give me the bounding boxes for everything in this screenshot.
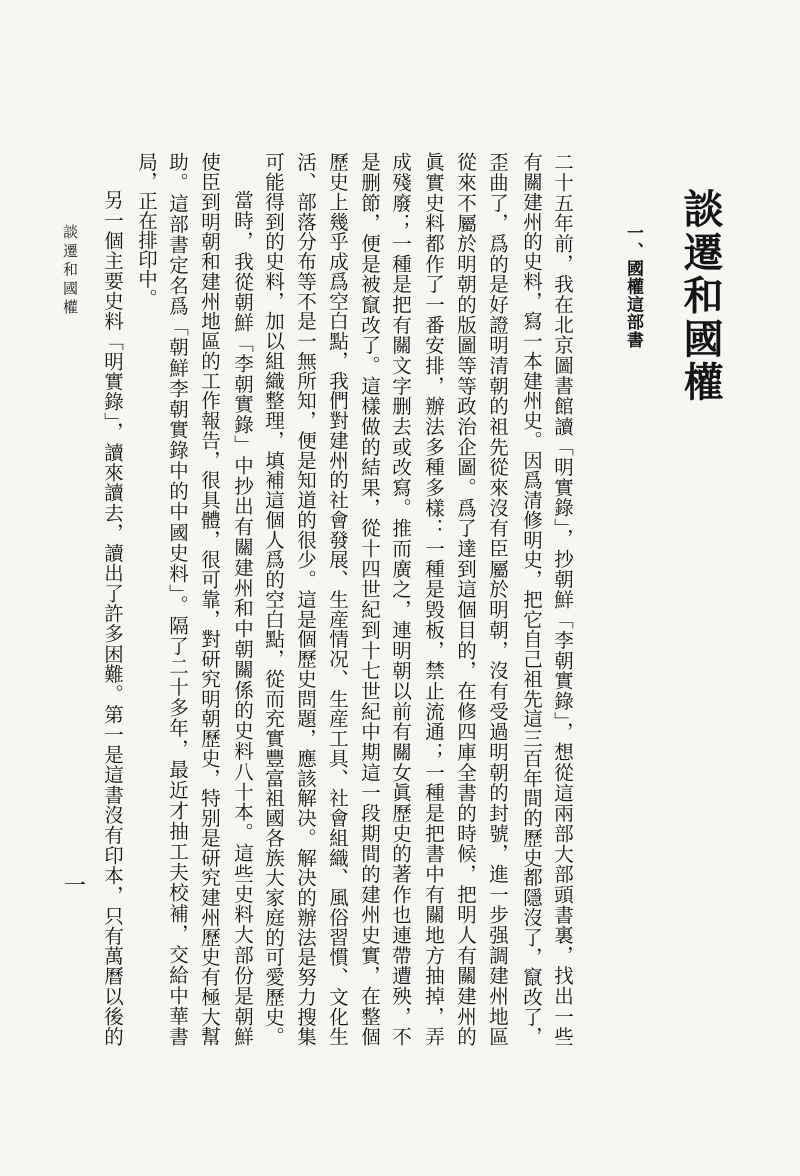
chapter-title: 談遷和國權 [677, 188, 724, 403]
text-column: 使臣到明朝和建州地區的工作報告，很具體，很可靠，對研究明朝歷史，特别是研究建州歷史有極大幫 [198, 152, 221, 1046]
text-column: 活、部落分布等不是一無所知，便是知道的很少。這是個歷史問題，應該解决。解决的辦法是努力搜集 [294, 152, 317, 1046]
text-column: 歷史上幾乎成爲空白點，我們對建州的社會發展、生産情况、生産工具、社會組織、風俗習慣、文化生 [326, 152, 349, 1046]
running-header: 談遷和國權 [61, 224, 79, 314]
text-column: 有關建州的史料，寫一本建州史。因爲清修明史，把它自己祖先這三百年間的歷史都隱沒了，竄改了， [520, 152, 543, 1046]
text-column: 局，正在排印中。 [135, 152, 158, 308]
section-heading: 一、國權這部書 [623, 224, 643, 348]
text-column: 成殘廢；一種是把有關文字删去或改寫。推而廣之，連明朝以前有關女眞歷史的著作也連帶遭殃，不 [389, 152, 412, 1046]
text-column: 當時，我從朝鮮「李朝實錄」中抄出有關建州和中朝關係的史料八十本。這些史料大部份是朝鮮 [231, 190, 254, 1046]
text-column: 歪曲了，爲的是好證明清朝的祖先從來沒有臣屬於明朝，沒有受過明朝的封號，進一步强調建州地區 [486, 152, 509, 1046]
text-column: 助。這部書定名爲「朝鮮李朝實錄中的中國史料」。隔了二十多年，最近才抽工夫校補，交給中華書 [166, 152, 189, 1046]
text-column: 眞實史料都作了一番安排，辦法多種多樣：一種是毁板，禁止流通；一種是把書中有關地方抽掉，弄 [422, 152, 445, 1046]
text-column: 是删節，便是被竄改了。這樣做的結果，從十四世紀到十七世紀中期這一段期間的建州史實，在整個 [358, 152, 381, 1046]
text-column: 二十五年前，我在北京圖書館讀「明實錄」，抄朝鮮「李朝實錄」，想從這兩部大部頭書裏，找出一些 [551, 152, 574, 1046]
page-number: 一 [63, 874, 86, 899]
text-column: 從來不屬於明朝的版圖等等政治企圖。爲了達到這個目的，在修四庫全書的時候，把明人有關建州的 [454, 152, 477, 1046]
text-column: 另一個主要史料「明實錄」，讀來讀去，讀出了許多困難。第一是這書沒有印本，只有萬曆以後的 [101, 190, 124, 1046]
text-column: 可能得到的史料，加以組織整理，填補這個人爲的空白點，從而充實豐富祖國各族大家庭的可愛歷史。 [262, 152, 285, 1046]
